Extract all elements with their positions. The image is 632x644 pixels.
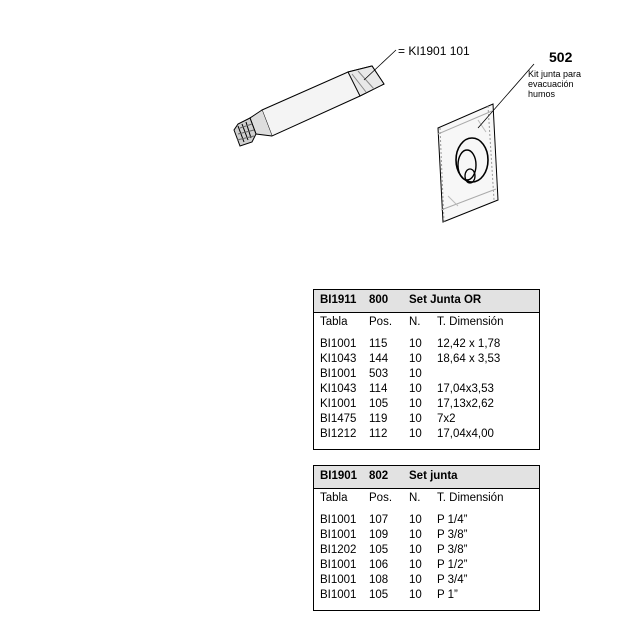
cell: BI1001	[320, 589, 357, 601]
cell: 10	[409, 529, 422, 541]
cell: KI1043	[320, 353, 357, 365]
cell: 10	[409, 398, 422, 410]
table-number: 800	[369, 294, 389, 306]
col-header: Pos.	[369, 492, 393, 504]
table-code: BI1901	[320, 470, 358, 482]
cell: 106	[369, 559, 389, 571]
cell: P 1/4”	[437, 514, 468, 526]
table-row	[314, 544, 539, 559]
col-header: N.	[409, 492, 421, 504]
table-number: 802	[369, 470, 389, 482]
table-row	[314, 413, 539, 428]
cell: BI1475	[320, 413, 357, 425]
kit-number-label: 502	[549, 49, 573, 65]
cell: 105	[369, 398, 389, 410]
cell: 10	[409, 544, 422, 556]
cell: 17,04x4,00	[437, 428, 494, 440]
table-row	[314, 383, 539, 398]
col-header: T. Dimensión	[437, 316, 504, 328]
column-headers	[314, 489, 539, 511]
parts-illustration	[0, 0, 632, 300]
table-row	[314, 589, 539, 604]
parts-table-set-junta-or	[313, 289, 540, 450]
cell: 112	[369, 428, 388, 440]
cell: KI1001	[320, 398, 357, 410]
cell: 108	[369, 574, 389, 586]
table-row	[314, 428, 539, 443]
cell: P 3/8”	[437, 544, 468, 556]
cell: 12,42 x 1,78	[437, 338, 501, 350]
table-row	[314, 398, 539, 413]
col-header: Pos.	[369, 316, 393, 328]
cell: 10	[409, 383, 422, 395]
cell: BI1001	[320, 574, 357, 586]
cell: 105	[369, 589, 389, 601]
tube-reference-label: = KI1901 101	[398, 44, 470, 58]
cell: 144	[369, 353, 389, 365]
cell: 107	[369, 514, 389, 526]
cell: 10	[409, 413, 422, 425]
cell: BI1001	[320, 368, 357, 380]
cell: 17,13x2,62	[437, 398, 494, 410]
cell: BI1001	[320, 338, 357, 350]
cell: 10	[409, 514, 422, 526]
cell: 10	[409, 338, 422, 350]
col-header: T. Dimensión	[437, 492, 504, 504]
tube-leader-line	[364, 50, 396, 80]
table-title: Set Junta OR	[409, 294, 482, 306]
grease-tube-drawing	[234, 66, 384, 146]
cell: 115	[369, 338, 388, 350]
cell: BI1212	[320, 428, 357, 440]
cell: 10	[409, 368, 422, 380]
table-code: BI1911	[320, 294, 357, 306]
cell: BI1001	[320, 514, 357, 526]
cell: P 1/2”	[437, 559, 468, 571]
cell: P 1”	[437, 589, 458, 601]
cell: P 3/8”	[437, 529, 468, 541]
cell: 119	[369, 413, 388, 425]
cell: 503	[369, 368, 389, 380]
cell: P 3/4”	[437, 574, 468, 586]
cell: 10	[409, 559, 422, 571]
cell: KI1043	[320, 383, 357, 395]
cell: 10	[409, 589, 422, 601]
table-rows	[314, 335, 539, 449]
table-row	[314, 574, 539, 589]
cell: BI1001	[320, 559, 357, 571]
table-row	[314, 559, 539, 574]
cell: 10	[409, 428, 422, 440]
kit-desc-line: evacuación	[528, 79, 574, 89]
cell: 105	[369, 544, 389, 556]
cell: 18,64 x 3,53	[437, 353, 501, 365]
table-rows	[314, 511, 539, 610]
table-row	[314, 514, 539, 529]
kit-desc-line: humos	[528, 89, 556, 99]
cell: 10	[409, 574, 422, 586]
cell: 17,04x3,53	[437, 383, 494, 395]
table-header	[314, 290, 539, 313]
table-header	[314, 466, 539, 489]
cell: 10	[409, 353, 422, 365]
col-header: N.	[409, 316, 421, 328]
parts-table-set-junta	[313, 465, 540, 611]
kit-desc-line: Kit junta para	[528, 69, 582, 79]
kit-leader-line	[478, 64, 534, 128]
cell: BI1202	[320, 544, 357, 556]
table-row	[314, 529, 539, 544]
table-title: Set junta	[409, 470, 458, 482]
table-row	[314, 338, 539, 353]
kit-description-label	[528, 69, 581, 99]
table-row	[314, 368, 539, 383]
col-header: Tabla	[320, 316, 348, 328]
table-row	[314, 353, 539, 368]
cell: 109	[369, 529, 389, 541]
cell: BI1001	[320, 529, 357, 541]
col-header: Tabla	[320, 492, 348, 504]
column-headers	[314, 313, 539, 335]
cell: 7x2	[437, 413, 456, 425]
seal-kit-bag-drawing	[438, 104, 498, 222]
cell: 114	[369, 383, 388, 395]
